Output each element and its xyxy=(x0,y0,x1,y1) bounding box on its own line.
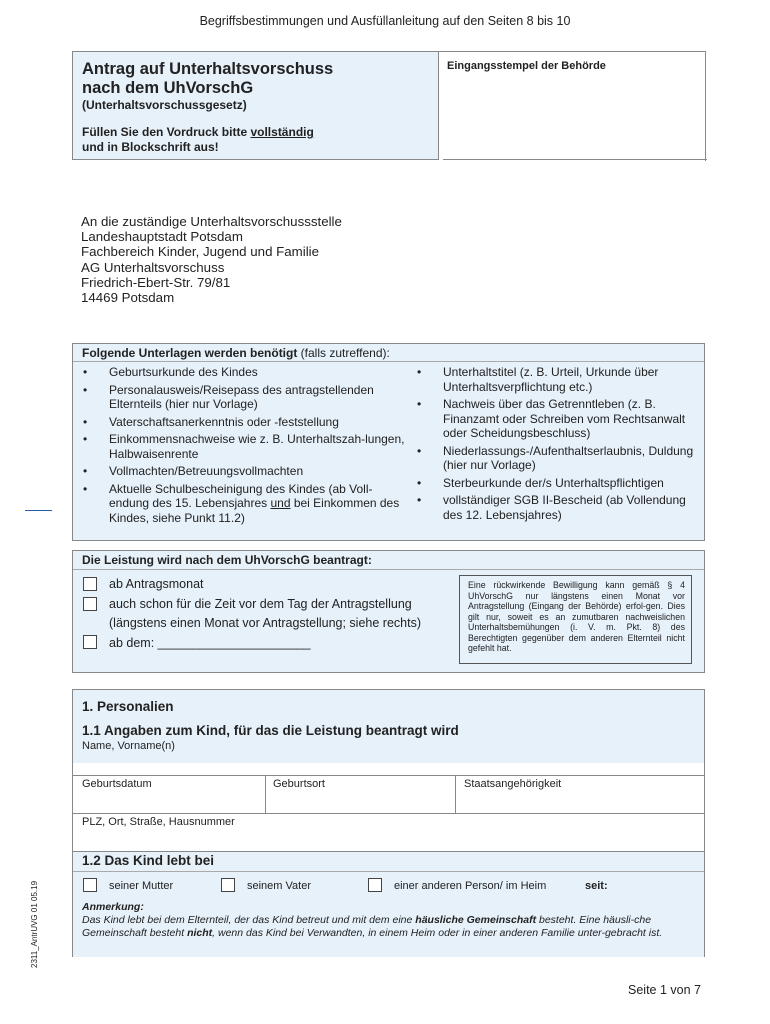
list-item-part: bei Einkommen des Kindes, siehe Punkt 11.2) xyxy=(109,496,400,525)
address-line: Landeshauptstadt Potsdam xyxy=(81,229,243,245)
instructions-header: Begriffsbestimmungen und Ausfüllanleitung auf den Seiten 8 bis 10 xyxy=(199,14,571,28)
documents-list-left xyxy=(80,365,405,528)
form-title xyxy=(82,60,333,98)
fill-instruction-line2: und in Blockschrift aus! xyxy=(82,140,219,154)
option-from-application-month-checkbox[interactable] xyxy=(83,577,97,591)
list-item: • Unterhaltstitel (z. B. Urteil, Urkunde über Unterhaltsverpflichtung etc.) xyxy=(414,365,704,394)
nationality-field[interactable] xyxy=(456,775,704,813)
application-heading: Die Leistung wird nach dem UhVorschG beantragt: xyxy=(82,553,372,567)
lives-with-other-checkbox[interactable] xyxy=(368,878,382,892)
remark-part: Das Kind lebt bei dem Elternteil, der das Kind betreut und mit dem eine xyxy=(82,914,416,926)
remark-part: , wenn das Kind bei Verwandten, in einem Heim oder in einer anderen Familie unter-gebracht ist. xyxy=(212,926,663,939)
birthdate-label: Geburtsdatum xyxy=(82,778,152,790)
address-line: AG Unterhaltsvorschuss xyxy=(81,259,225,275)
personal-data-header xyxy=(73,690,704,763)
list-item: • Vaterschaftsanerkenntnis oder -feststellung xyxy=(80,415,405,430)
fill-instruction-underlined: vollständig xyxy=(250,125,314,139)
application-box xyxy=(72,550,705,673)
lives-with-mother-checkbox[interactable] xyxy=(83,878,97,892)
child-address-label: PLZ, Ort, Straße, Hausnummer xyxy=(82,816,235,828)
section-subtitle: 1.1 Angaben zum Kind, für das die Leistung beantragt wird xyxy=(82,723,459,738)
list-item: • Personalausweis/Reisepass des antragstellenden Elternteils (hier nur Vorlage) xyxy=(80,383,405,412)
list-item: • vollständiger SGB II-Bescheid (ab Vollendung des 12. Lebensjahres) xyxy=(414,493,704,522)
list-item: • Sterbeurkunde der/s Unterhaltspflichtigen xyxy=(414,476,704,491)
application-heading-rule xyxy=(73,569,704,570)
form-subtitle: (Unterhaltsvorschussgesetz) xyxy=(82,98,247,112)
lives-with-father-label: seinem Vater xyxy=(247,880,311,892)
lives-with-mother-label: seiner Mutter xyxy=(109,880,174,892)
list-item: • Nachweis über das Getrenntleben (z. B. Finanzamt oder Schreiben vom Rechtsanwalt oder Scheidungsbeschluss) xyxy=(414,397,704,441)
stamp-area xyxy=(439,51,706,161)
list-item xyxy=(80,482,405,526)
personal-data-section xyxy=(72,689,705,957)
list-item: • Niederlassungs-/Aufenthaltserlaubnis, Duldung (hier nur Vorlage) xyxy=(414,444,704,473)
since-label[interactable]: seit: xyxy=(585,880,608,892)
retroactive-note-box xyxy=(459,575,692,664)
documents-heading-rule xyxy=(73,361,704,362)
list-item-underlined: und xyxy=(270,496,291,510)
form-code: 2311_AntrUVG 01 05.19 xyxy=(30,880,39,968)
address-line: Fachbereich Kinder, Jugend und Familie xyxy=(81,244,320,260)
remark-part: besteht. Eine häusli-che Gemeinschaft besteht xyxy=(82,914,652,939)
option-from-date-label[interactable]: ab dem: ______________________ xyxy=(109,636,311,650)
list-item: • Geburtsurkunde des Kindes xyxy=(80,365,405,380)
title-box xyxy=(72,51,439,160)
birthplace-label: Geburtsort xyxy=(273,778,325,790)
section-title: 1. Personalien xyxy=(82,699,174,714)
stamp-label: Eingangsstempel der Behörde xyxy=(447,60,606,72)
nationality-label: Staatsangehörigkeit xyxy=(464,778,562,790)
birthdate-field[interactable] xyxy=(73,775,266,813)
fill-instruction xyxy=(82,125,314,155)
documents-heading xyxy=(82,346,390,360)
option-from-date-checkbox[interactable] xyxy=(83,635,97,649)
address-line: 14469 Potsdam xyxy=(81,290,175,306)
list-item: • Vollmachten/Betreuungsvollmachten xyxy=(80,464,405,479)
option-from-application-month-label: ab Antragsmonat xyxy=(109,577,204,591)
option-before-application-note: (längstens einen Monat vor Antragstellung; siehe rechts) xyxy=(109,616,421,630)
list-item-part: Aktuelle Schulbescheinigung des Kindes (ab Voll-endung des 15. Lebensjahres xyxy=(109,481,373,510)
name-label: Name, Vorname(n) xyxy=(82,740,175,752)
recipient-address xyxy=(81,214,342,305)
option-before-application-label: auch schon für die Zeit vor dem Tag der Antragstellung xyxy=(109,597,412,611)
remark-text xyxy=(82,914,698,939)
remark-bold: häusliche Gemeinschaft xyxy=(415,914,537,926)
birthplace-field[interactable] xyxy=(265,775,456,813)
lives-with-other-label: einer anderen Person/ im Heim xyxy=(394,880,547,892)
option-before-application-checkbox[interactable] xyxy=(83,597,97,611)
address-line: An die zuständige Unterhaltsvorschussstelle xyxy=(81,214,342,229)
documents-heading-normal: (falls zutreffend): xyxy=(297,346,390,360)
fold-mark xyxy=(25,510,52,511)
list-item: • Einkommensnachweise wie z. B. Unterhaltszah-lungen, Halbwaisenrente xyxy=(80,432,405,461)
form-title-line2: nach dem UhVorschG xyxy=(82,79,254,97)
stamp-baseline xyxy=(443,159,707,160)
lives-with-section xyxy=(73,851,704,957)
documents-heading-bold: Folgende Unterlagen werden benötigt xyxy=(82,346,298,360)
fill-instruction-a: Füllen Sie den Vordruck bitte xyxy=(82,125,251,139)
child-address-field[interactable] xyxy=(73,813,704,851)
remark-bold: nicht xyxy=(187,926,213,939)
lives-with-title: 1.2 Das Kind lebt bei xyxy=(82,853,215,868)
retroactive-note: Eine rückwirkende Bewilligung kann gemäß § 4 UhVorschG nur längstens einen Monat vor Antragstellung (Eingang der Behörde) erfol-gen. Dies gilt nur, soweit es an zumutbaren nachweislichen Unterhaltsbemühungen (i. V. m. Pkt. 8) des Berechtigten gegenüber dem anderen Elternteil nicht gefehlt hat. xyxy=(468,580,685,653)
lives-with-father-checkbox[interactable] xyxy=(221,878,235,892)
page-number: Seite 1 von 7 xyxy=(628,983,701,997)
form-title-line1: Antrag auf Unterhaltsvorschuss xyxy=(82,60,334,78)
documents-box xyxy=(72,343,705,541)
remark-label: Anmerkung: xyxy=(82,901,144,913)
documents-list-right xyxy=(414,365,704,525)
lives-with-rule xyxy=(73,871,704,872)
address-line: Friedrich-Ebert-Str. 79/81 xyxy=(81,274,231,290)
